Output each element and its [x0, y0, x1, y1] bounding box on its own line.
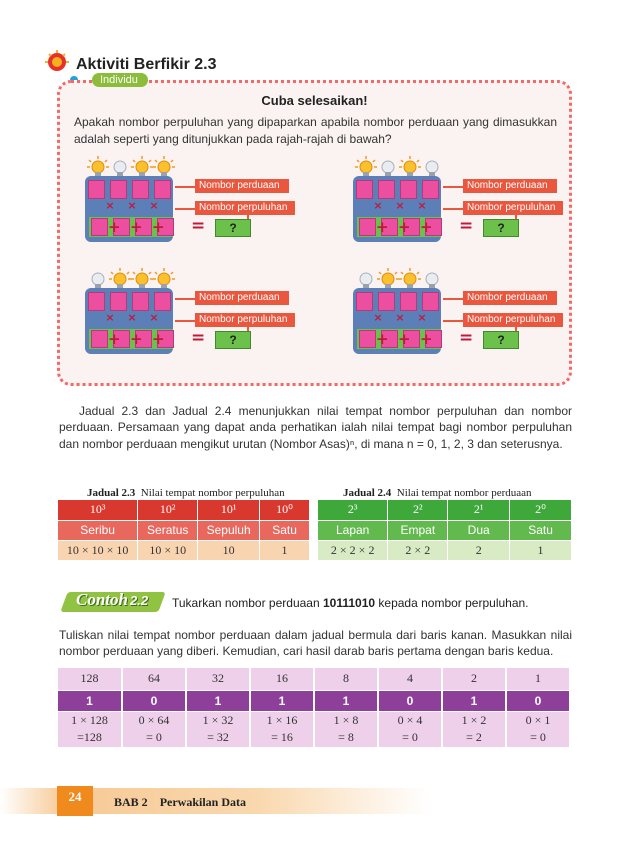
multiply-sign: × — [395, 311, 405, 324]
multiply-sign: × — [149, 199, 159, 212]
binary-digit-cell: 1 — [186, 690, 250, 711]
table-2-3-number: Jadual 2.3 — [87, 487, 136, 499]
table-cell: 2¹ — [448, 500, 510, 520]
binary-digit-cell: 1 — [314, 690, 378, 711]
connector-line — [175, 186, 195, 188]
binary-input-square — [154, 180, 171, 199]
example-badge — [64, 590, 162, 614]
decimal-number-label: Nombor perpuluhan — [195, 201, 295, 215]
product-result: = 0 — [402, 730, 418, 744]
product-cell — [442, 711, 506, 747]
sum-row — [89, 329, 173, 349]
connector-line — [443, 320, 463, 322]
binary-number-label: Nombor perduaan — [195, 179, 289, 193]
binary-input-square — [132, 292, 149, 311]
binary-digit-cell: 0 — [506, 690, 570, 711]
table-cell: Seribu — [58, 520, 138, 540]
lit-bulb-icon — [109, 268, 127, 290]
connector-line — [443, 186, 463, 188]
table-cell: 2⁰ — [510, 500, 572, 520]
place-value-cell: 128 — [58, 668, 122, 690]
binary-input-square — [110, 292, 127, 311]
plus-sign: + — [420, 218, 433, 236]
table-cell: 10² — [138, 500, 198, 520]
place-value-cell: 4 — [378, 668, 442, 690]
chapter-number: BAB 2 — [114, 795, 148, 809]
equals-sign: = — [459, 216, 474, 236]
table-2-4-caption — [343, 487, 532, 499]
binary-input-square — [88, 180, 105, 199]
unlit-bulb-icon — [377, 156, 395, 178]
unlit-bulb-icon — [109, 156, 127, 178]
binary-number-label: Nombor perduaan — [463, 179, 557, 193]
unlit-bulb-icon — [87, 268, 105, 290]
sum-square — [359, 330, 376, 348]
page-number: 24 — [57, 786, 93, 816]
product-cell — [506, 711, 570, 747]
plus-sign: + — [130, 218, 143, 236]
example-question-suffix: kepada nombor perpuluhan. — [375, 596, 529, 610]
chapter-footer — [114, 795, 246, 810]
example-question — [172, 596, 529, 610]
product-expression: 1 × 128 — [71, 713, 108, 727]
multiply-sign: × — [395, 199, 405, 212]
binary-input-square — [422, 292, 439, 311]
lit-bulb-icon — [131, 268, 149, 290]
circuit-board — [85, 176, 173, 242]
equals-sign: = — [191, 216, 206, 236]
binary-place-value-table — [318, 500, 572, 561]
example-label: Contoh — [76, 590, 128, 609]
example-binary-number: 10111010 — [322, 596, 376, 610]
plus-sign: + — [398, 330, 411, 348]
binary-number-label: Nombor perduaan — [195, 291, 289, 305]
table-2-4-number: Jadual 2.4 — [343, 487, 392, 499]
example-question-prefix: Tukarkan nombor perduaan — [172, 596, 323, 610]
chapter-title: Perwakilan Data — [159, 795, 247, 809]
place-value-cell: 32 — [186, 668, 250, 690]
binary-digit-cell: 0 — [122, 690, 186, 711]
product-cell — [122, 711, 186, 747]
circuit-board — [353, 176, 441, 242]
table-cell: Satu — [510, 520, 572, 540]
binary-digit-cell: 1 — [442, 690, 506, 711]
product-cell — [378, 711, 442, 747]
place-value-cell: 64 — [122, 668, 186, 690]
answer-box: ? — [483, 331, 519, 349]
product-cell — [314, 711, 378, 747]
activity-heading: Cuba selesaikan! — [261, 93, 368, 108]
product-expression: 0 × 64 — [138, 713, 170, 727]
table-cell: 1 — [260, 540, 310, 560]
table-cell: Lapan — [318, 520, 388, 540]
table-cell: Sepuluh — [198, 520, 260, 540]
place-value-cell: 16 — [250, 668, 314, 690]
multiply-sign: × — [417, 311, 427, 324]
table-cell: 10 × 10 — [138, 540, 198, 560]
plus-sign: + — [398, 218, 411, 236]
product-row — [58, 711, 570, 747]
binary-input-square — [400, 292, 417, 311]
sum-row — [89, 217, 173, 237]
product-expression: 0 × 1 — [525, 713, 551, 727]
plus-sign: + — [152, 330, 165, 348]
connector-line — [443, 208, 463, 210]
unlit-bulb-icon — [421, 156, 439, 178]
table-cell: 2 × 2 — [388, 540, 448, 560]
circuit-board — [353, 288, 441, 354]
answer-box: ? — [215, 219, 251, 237]
product-expression: 0 × 4 — [397, 713, 423, 727]
place-value-cell: 8 — [314, 668, 378, 690]
example-number: 2.2 — [130, 593, 149, 608]
plus-sign: + — [108, 330, 121, 348]
table-cell: 2 — [448, 540, 510, 560]
lit-bulb-icon — [153, 156, 171, 178]
table-cell: 10 × 10 × 10 — [58, 540, 138, 560]
table-cell: 1 — [510, 540, 572, 560]
binary-input-square — [422, 180, 439, 199]
equals-sign: = — [191, 328, 206, 348]
table-cell: Satu — [260, 520, 310, 540]
binary-digit-row — [58, 690, 570, 711]
equals-sign: = — [459, 328, 474, 348]
table-cell: 10⁰ — [260, 500, 310, 520]
binary-digit-cell: 1 — [250, 690, 314, 711]
plus-sign: + — [376, 218, 389, 236]
product-cell — [58, 711, 122, 747]
lit-bulb-icon — [399, 156, 417, 178]
decimal-number-label: Nombor perpuluhan — [195, 313, 295, 327]
sum-square — [359, 218, 376, 236]
product-result: = 8 — [338, 730, 354, 744]
activity-tag: Individu — [92, 73, 148, 87]
product-result: = 0 — [146, 730, 162, 744]
decimal-place-value-table — [58, 500, 310, 561]
decimal-number-label: Nombor perpuluhan — [463, 313, 563, 327]
connector-line — [443, 298, 463, 300]
sum-square — [91, 330, 108, 348]
product-expression: 1 × 32 — [202, 713, 234, 727]
multiply-sign: × — [105, 311, 115, 324]
multiply-sign: × — [149, 311, 159, 324]
lit-bulb-icon — [153, 268, 171, 290]
product-result: = 32 — [207, 730, 229, 744]
circuit-board — [85, 288, 173, 354]
sum-square — [91, 218, 108, 236]
plus-sign: + — [376, 330, 389, 348]
connector-line — [175, 298, 195, 300]
plus-sign: + — [420, 330, 433, 348]
table-cell: 10³ — [58, 500, 138, 520]
example-instruction: Tuliskan nilai tempat nombor perduaan dalam jadual bermula dari baris kanan. Masukkan nilai nombor perduaan yang diberi. Kemudian, cari hasil darab baris pertama dengan baris kedua. — [59, 628, 572, 659]
circuit-diagram — [83, 268, 333, 358]
product-expression: 1 × 16 — [266, 713, 298, 727]
table-cell: 2 × 2 × 2 — [318, 540, 388, 560]
table-2-3-caption — [87, 487, 285, 499]
multiply-sign: × — [417, 199, 427, 212]
plus-sign: + — [130, 330, 143, 348]
circuit-diagram — [351, 268, 601, 358]
binary-input-square — [110, 180, 127, 199]
table-cell: 2³ — [318, 500, 388, 520]
place-value-paragraph: Jadual 2.3 dan Jadual 2.4 menunjukkan nilai tempat nombor perpuluhan dan nombor perduaan. Persamaan yang dapat anda perhatikan ialah nilai tempat bagi nombor perpuluhan dan nombor perduaan mengikut urutan (Nombor Asas)ⁿ, di mana n = 0, 1, 2, 3 dan seterusnya. — [59, 404, 572, 451]
multiply-sign: × — [105, 199, 115, 212]
answer-box: ? — [483, 219, 519, 237]
multiply-sign: × — [127, 199, 137, 212]
plus-sign: + — [152, 218, 165, 236]
product-result: = 0 — [530, 730, 546, 744]
activity-title: Aktiviti Berfikir 2.3 — [76, 56, 217, 73]
multiply-sign: × — [373, 199, 383, 212]
binary-digit-cell: 1 — [58, 690, 122, 711]
place-value-cell: 2 — [442, 668, 506, 690]
binary-input-square — [88, 292, 105, 311]
binary-input-square — [356, 292, 373, 311]
connector-line — [175, 320, 195, 322]
binary-digit-cell: 0 — [378, 690, 442, 711]
unlit-bulb-icon — [355, 268, 373, 290]
lit-bulb-icon — [377, 268, 395, 290]
product-cell — [186, 711, 250, 747]
answer-box: ? — [215, 331, 251, 349]
lit-bulb-icon — [355, 156, 373, 178]
circuit-diagram — [83, 156, 333, 246]
sum-row — [357, 329, 441, 349]
circuit-diagram — [351, 156, 601, 246]
lit-bulb-icon — [399, 268, 417, 290]
connector-line — [175, 208, 195, 210]
product-result: = 2 — [466, 730, 482, 744]
table-cell: Dua — [448, 520, 510, 540]
binary-number-label: Nombor perduaan — [463, 291, 557, 305]
plus-sign: + — [108, 218, 121, 236]
binary-input-square — [356, 180, 373, 199]
table-cell: 2² — [388, 500, 448, 520]
place-value-row — [58, 668, 570, 690]
activity-question: Apakah nombor perpuluhan yang dipaparkan apabila nombor perduaan yang dimasukkan adalah seperti yang ditunjukkan pada rajah-rajah di bawah? — [74, 115, 557, 146]
binary-input-square — [400, 180, 417, 199]
table-2-4-title: Nilai tempat nombor perduaan — [396, 487, 532, 499]
sum-row — [357, 217, 441, 237]
product-cell — [250, 711, 314, 747]
lit-bulb-icon — [131, 156, 149, 178]
multiply-sign: × — [127, 311, 137, 324]
binary-input-square — [132, 180, 149, 199]
lit-bulb-icon — [87, 156, 105, 178]
table-cell: 10 — [198, 540, 260, 560]
table-cell: Seratus — [138, 520, 198, 540]
product-expression: 1 × 8 — [333, 713, 359, 727]
product-result: =128 — [77, 730, 102, 744]
product-result: = 16 — [271, 730, 293, 744]
table-2-3-title: Nilai tempat nombor perpuluhan — [140, 487, 285, 499]
multiply-sign: × — [373, 311, 383, 324]
decimal-number-label: Nombor perpuluhan — [463, 201, 563, 215]
binary-input-square — [378, 180, 395, 199]
binary-input-square — [378, 292, 395, 311]
place-value-cell: 1 — [506, 668, 570, 690]
unlit-bulb-icon — [421, 268, 439, 290]
table-cell: Empat — [388, 520, 448, 540]
binary-input-square — [154, 292, 171, 311]
table-cell: 10¹ — [198, 500, 260, 520]
product-expression: 1 × 2 — [461, 713, 487, 727]
binary-conversion-table — [58, 668, 571, 748]
